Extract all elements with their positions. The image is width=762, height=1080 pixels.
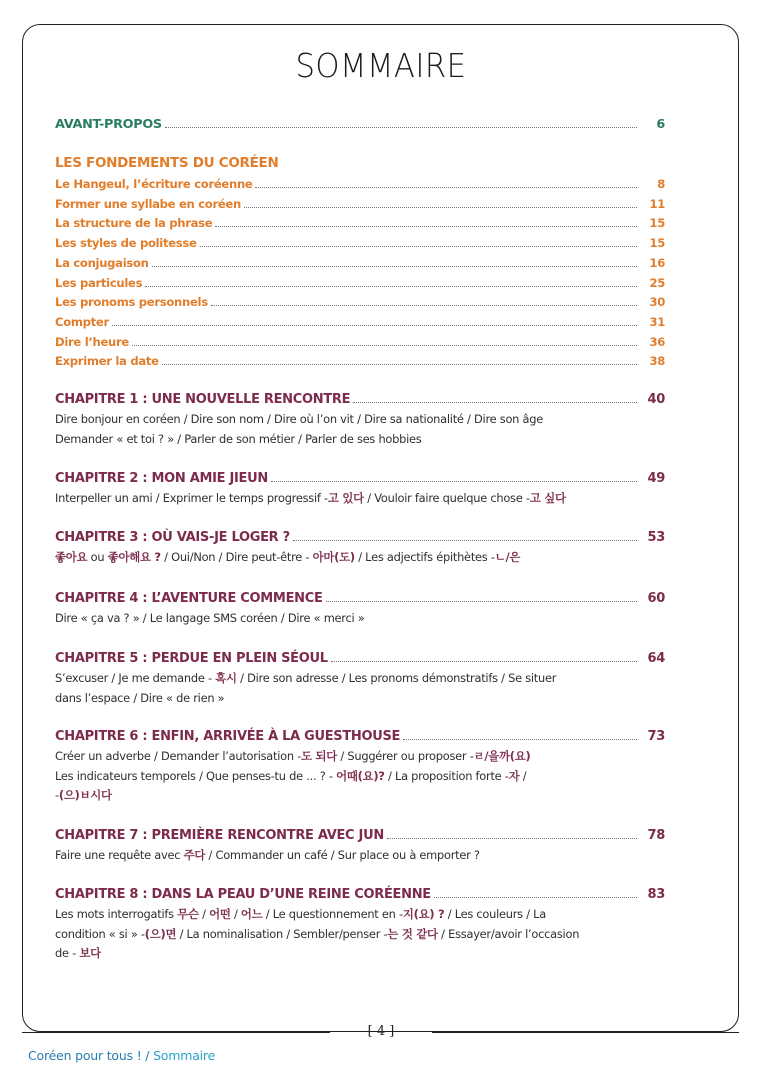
chapter-title: CHAPITRE 4 : L’AVENTURE COMMENCE	[55, 591, 323, 606]
dot-leader	[200, 246, 637, 247]
description-line	[55, 548, 615, 568]
chapter-page: 40	[647, 392, 665, 407]
chapter-title: CHAPITRE 5 : PERDUE EN PLEIN SÉOUL	[55, 651, 328, 666]
toc-entry-page: 8	[657, 177, 665, 191]
toc-entry-label: Les styles de politesse	[55, 236, 197, 251]
description-line	[55, 489, 615, 509]
toc-entry-label: La structure de la phrase	[55, 216, 213, 231]
toc-entry-label: La conjugaison	[55, 255, 149, 270]
toc-entry-label: Compter	[55, 314, 109, 329]
chapter-page: 53	[647, 530, 665, 545]
description-text: Demander « et toi ? » / Parler de son métier / Parler de ses hobbies	[55, 431, 422, 446]
korean-term: 지(요) ?	[402, 907, 445, 921]
korean-term: 는 것 같다	[387, 926, 438, 941]
description-line	[55, 925, 615, 945]
description-line	[55, 430, 615, 450]
korean-term: 아마(도)	[312, 550, 355, 564]
dot-leader	[271, 481, 637, 482]
korean-term: 어떤	[209, 907, 231, 921]
book-title: Coréen pour tous ! /	[28, 1048, 154, 1063]
toc-entry-fondements[interactable]	[55, 216, 665, 230]
dot-leader	[244, 207, 637, 208]
dot-leader	[215, 226, 637, 227]
description-line	[55, 944, 615, 964]
dot-leader	[112, 325, 637, 326]
toc-entry-page: 6	[656, 117, 665, 132]
description-text: / Suggérer ou proposer -	[337, 749, 474, 763]
description-text: / Les adjectifs épithètes -	[354, 550, 495, 564]
toc-entry-page: 38	[649, 354, 665, 369]
section-name: Sommaire	[153, 1048, 216, 1063]
toc-entry-label: Dire l’heure	[55, 334, 129, 349]
toc-entry-fondements[interactable]	[55, 315, 665, 329]
toc-entry-chapter[interactable]	[55, 828, 665, 843]
dot-leader	[353, 402, 637, 403]
toc-entry-avant-propos[interactable]	[55, 117, 665, 132]
description-text: de -	[55, 946, 80, 960]
section-heading-fondements: LES FONDEMENTS DU CORÉEN	[55, 155, 279, 171]
toc-entry-page: 25	[649, 275, 665, 290]
toc-entry-label: AVANT-PROPOS	[55, 117, 162, 132]
page-frame	[22, 24, 739, 1032]
korean-term: (으)ㅂ시다	[58, 788, 112, 802]
toc-entry-fondements[interactable]	[55, 197, 665, 211]
dot-leader	[326, 601, 637, 602]
toc-entry-chapter[interactable]	[55, 530, 665, 545]
description-line	[55, 609, 615, 629]
korean-term: 보다	[79, 946, 101, 960]
toc-entry-chapter[interactable]	[55, 729, 665, 744]
toc-entry-page: 30	[649, 295, 665, 310]
dot-leader	[162, 364, 637, 365]
toc-entry-chapter[interactable]	[55, 651, 665, 666]
toc-entry-fondements[interactable]	[55, 354, 665, 368]
description-line	[55, 905, 615, 925]
description-text: / Dire son adresse / Les pronoms démonstratifs / Se situer	[236, 671, 557, 685]
description-text: S’excuser / Je me demande -	[55, 671, 216, 685]
description-text: / Le questionnement en -	[262, 907, 403, 921]
description-text: condition « si » -	[55, 926, 145, 941]
chapter-description	[55, 548, 615, 568]
dot-leader	[403, 739, 637, 740]
description-text: Les mots interrogatifs	[55, 907, 178, 921]
description-text: /	[198, 907, 210, 921]
dot-leader	[434, 897, 637, 898]
chapter-description	[55, 669, 615, 708]
korean-term: 어느	[240, 907, 263, 921]
korean-term: 고 있다	[327, 491, 364, 505]
running-footer	[28, 1048, 215, 1063]
chapter-title: CHAPITRE 3 : OÙ VAIS-JE LOGER ?	[55, 530, 290, 545]
chapter-description	[55, 905, 615, 964]
description-text: dans l’espace / Dire « de rien »	[55, 690, 225, 705]
toc-entry-label: Le Hangeul, l’écriture coréenne	[55, 177, 253, 191]
toc-entry-page: 11	[649, 196, 665, 211]
dot-leader	[152, 266, 637, 267]
toc-entry-label: Les pronoms personnels	[55, 295, 208, 310]
toc-entry-page: 15	[649, 236, 665, 251]
description-line	[55, 767, 615, 787]
toc-entry-label: Les particules	[55, 275, 143, 290]
chapter-page: 49	[647, 471, 665, 486]
toc-entry-fondements[interactable]	[55, 177, 665, 191]
chapter-page: 64	[647, 651, 665, 666]
korean-term: (으)면	[144, 926, 177, 941]
description-text: Faire une requête avec	[55, 848, 184, 862]
korean-term: ㄹ/을까(요)	[473, 749, 531, 763]
korean-term: 무슨	[177, 907, 199, 921]
korean-term: 좋아해요 ?	[107, 550, 161, 564]
dot-leader	[211, 305, 637, 306]
description-line	[55, 669, 615, 689]
korean-term: ㄴ/은	[494, 550, 521, 564]
toc-entry-fondements[interactable]	[55, 295, 665, 309]
description-text: Dire « ça va ? » / Le langage SMS coréen / Dire « merci »	[55, 611, 365, 625]
description-text: / Commander un café / Sur place ou à emporter ?	[205, 848, 480, 862]
toc-entry-page: 36	[649, 334, 665, 349]
chapter-description	[55, 609, 615, 629]
korean-term: 도 되다	[301, 749, 338, 763]
dot-leader	[132, 345, 637, 346]
description-text: Interpeller un ami / Exprimer le temps progressif -	[55, 491, 328, 505]
description-text: / Oui/Non / Dire peut-être -	[160, 550, 313, 564]
description-line	[55, 410, 615, 430]
toc-entry-chapter[interactable]	[55, 591, 665, 606]
toc-entry-fondements[interactable]	[55, 256, 665, 270]
chapter-title: CHAPITRE 1 : UNE NOUVELLE RENCONTRE	[55, 392, 351, 407]
dot-leader	[293, 540, 637, 541]
description-text: /	[230, 907, 241, 921]
dot-leader	[331, 661, 637, 662]
description-text: Les indicateurs temporels / Que penses-tu de ... ? -	[55, 768, 337, 783]
description-text: / Les couleurs / La	[444, 907, 547, 921]
description-text: / La proposition forte -	[384, 768, 509, 783]
description-text: Dire bonjour en coréen / Dire son nom / Dire où l’on vit / Dire sa nationalité / Dire son âge	[55, 412, 543, 426]
chapter-title: CHAPITRE 7 : PREMIÈRE RENCONTRE AVEC JUN	[55, 828, 384, 843]
chapter-description	[55, 410, 615, 449]
korean-term: 좋아요	[55, 550, 88, 564]
dot-leader	[387, 838, 637, 839]
description-line	[55, 747, 615, 767]
chapter-title: CHAPITRE 2 : MON AMIE JIEUN	[55, 471, 268, 486]
chapter-title: CHAPITRE 6 : ENFIN, ARRIVÉE À LA GUESTHOUSE	[55, 729, 401, 744]
korean-term: 혹시	[215, 671, 237, 685]
description-text: / Vouloir faire quelque chose -	[363, 491, 530, 505]
description-text: /	[519, 768, 527, 783]
chapter-title: CHAPITRE 8 : DANS LA PEAU D’UNE REINE CORÉENNE	[55, 887, 431, 902]
chapter-description	[55, 846, 615, 866]
toc-entry-chapter[interactable]	[55, 392, 665, 407]
chapter-page: 83	[647, 887, 665, 902]
toc-entry-page: 16	[649, 255, 665, 270]
korean-term: 어때(요)?	[336, 768, 385, 783]
chapter-description	[55, 747, 615, 806]
toc-entry-label: Exprimer la date	[55, 354, 159, 369]
korean-term: 주다	[183, 848, 206, 862]
page-number: [ 4 ]	[367, 1024, 395, 1039]
toc-entry-fondements[interactable]	[55, 276, 665, 290]
toc-entry-fondements[interactable]	[55, 335, 665, 349]
toc-entry-label: Former une syllabe en coréen	[55, 196, 241, 211]
description-text: Créer un adverbe / Demander l’autorisation -	[55, 749, 302, 763]
chapter-page: 73	[647, 729, 665, 744]
korean-term: 고 싶다	[529, 491, 566, 505]
dot-leader	[145, 286, 637, 287]
description-line	[55, 846, 615, 866]
toc-entry-page: 15	[649, 216, 665, 231]
dot-leader	[165, 127, 637, 128]
page-title: SOMMAIRE	[295, 46, 467, 85]
toc-entry-chapter[interactable]	[55, 471, 665, 486]
toc-entry-fondements[interactable]	[55, 236, 665, 250]
chapter-page: 78	[647, 828, 665, 843]
dot-leader	[255, 187, 637, 188]
description-line	[55, 786, 615, 806]
korean-term: 자	[508, 768, 520, 783]
description-text: ou	[87, 550, 108, 564]
description-text: / La nominalisation / Sembler/penser -	[176, 926, 388, 941]
toc-entry-page: 31	[649, 314, 665, 329]
chapter-page: 60	[647, 591, 665, 606]
chapter-description	[55, 489, 615, 509]
description-text: -	[55, 788, 59, 802]
toc-entry-chapter[interactable]	[55, 887, 665, 902]
description-text: / Essayer/avoir l’occasion	[437, 926, 580, 941]
description-line	[55, 689, 615, 709]
